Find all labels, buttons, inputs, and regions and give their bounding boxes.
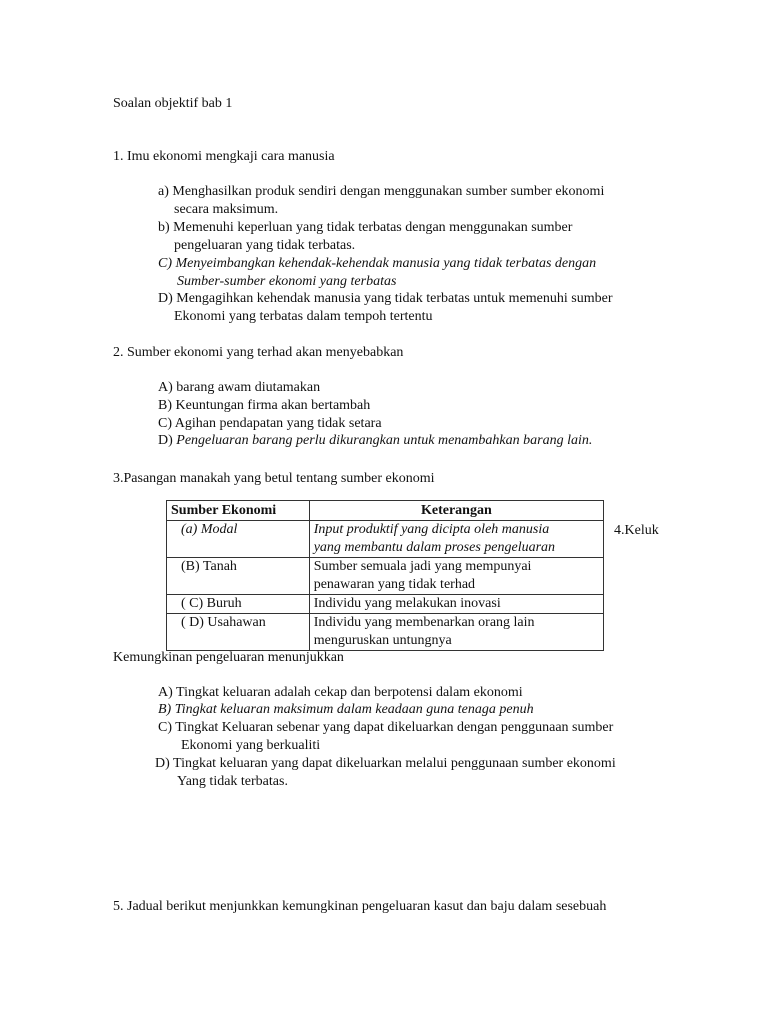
question-1-option-a-cont: secara maksimum. bbox=[174, 202, 279, 217]
table-header-resource: Sumber Ekonomi bbox=[167, 501, 310, 521]
question-4-text: Kemungkinan pengeluaran menunjukkan bbox=[113, 650, 344, 665]
table-cell-resource: (a) Modal bbox=[167, 521, 310, 558]
table-cell-resource: ( C) Buruh bbox=[167, 595, 310, 614]
question-4-option-c: C) Tingkat Keluaran sebenar yang dapat dikeluarkan dengan penggunaan sumber bbox=[158, 720, 614, 735]
document-title: Soalan objektif bab 1 bbox=[113, 96, 233, 111]
question-1-option-b: b) Memenuhi keperluan yang tidak terbatas dengan menggunakan sumber bbox=[158, 220, 573, 235]
question-4-label: 4.Keluk bbox=[614, 523, 659, 538]
question-1-option-c: C) Menyeimbangkan kehendak-kehendak manusia yang tidak terbatas dengan bbox=[158, 256, 597, 271]
question-2-option-a: A) barang awam diutamakan bbox=[158, 380, 321, 395]
question-4-option-c-cont: Ekonomi yang berkualiti bbox=[181, 738, 321, 753]
question-1-text: 1. Imu ekonomi mengkaji cara manusia bbox=[113, 149, 335, 164]
table-row bbox=[167, 614, 604, 651]
question-1-option-d-cont: Ekonomi yang terbatas dalam tempoh tertentu bbox=[174, 309, 433, 324]
question-1-option-a: a) Menghasilkan produk sendiri dengan menggunakan sumber sumber ekonomi bbox=[158, 184, 605, 199]
table-cell-description: Sumber semuala jadi yang mempunyai penawaran yang tidak terhad bbox=[309, 558, 603, 595]
question-4-option-d-cont: Yang tidak terbatas. bbox=[177, 774, 288, 789]
table-header-row bbox=[167, 501, 604, 521]
question-2-option-d-letter: D) bbox=[158, 433, 173, 448]
table-cell-resource: ( D) Usahawan bbox=[167, 614, 310, 651]
table-cell-resource: (B) Tanah bbox=[167, 558, 310, 595]
question-2-option-c: C) Agihan pendapatan yang tidak setara bbox=[158, 416, 382, 431]
question-1-option-b-cont: pengeluaran yang tidak terbatas. bbox=[174, 238, 356, 253]
table-row bbox=[167, 595, 604, 614]
question-1-option-d: D) Mengagihkan kehendak manusia yang tidak terbatas untuk memenuhi sumber bbox=[158, 291, 613, 306]
table-cell-description: Input produktif yang dicipta oleh manusia yang membantu dalam proses pengeluaran bbox=[309, 521, 603, 558]
table-cell-description: Individu yang melakukan inovasi bbox=[309, 595, 603, 614]
table-cell-description: Individu yang membenarkan orang lain menguruskan untungnya bbox=[309, 614, 603, 651]
question-4-option-b: B) Tingkat keluaran maksimum dalam keadaan guna tenaga penuh bbox=[158, 702, 534, 717]
table-row bbox=[167, 521, 604, 558]
table-header-description: Keterangan bbox=[309, 501, 603, 521]
question-2-option-d bbox=[158, 432, 592, 450]
question-2-text: 2. Sumber ekonomi yang terhad akan menyebabkan bbox=[113, 345, 404, 360]
question-2-option-d-text: Pengeluaran barang perlu dikurangkan untuk menambahkan barang lain. bbox=[176, 433, 593, 448]
question-1-option-c-cont: Sumber-sumber ekonomi yang terbatas bbox=[177, 274, 397, 289]
question-3-text: 3.Pasangan manakah yang betul tentang sumber ekonomi bbox=[113, 471, 435, 486]
question-4-option-d: D) Tingkat keluaran yang dapat dikeluarkan melalui penggunaan sumber ekonomi bbox=[155, 756, 616, 771]
economic-resources-table bbox=[166, 500, 604, 651]
table-row bbox=[167, 558, 604, 595]
question-4-option-a: A) Tingkat keluaran adalah cekap dan berpotensi dalam ekonomi bbox=[158, 685, 523, 700]
question-5-text: 5. Jadual berikut menjunkkan kemungkinan pengeluaran kasut dan baju dalam sesebuah bbox=[113, 899, 607, 914]
question-2-option-b: B) Keuntungan firma akan bertambah bbox=[158, 398, 371, 413]
